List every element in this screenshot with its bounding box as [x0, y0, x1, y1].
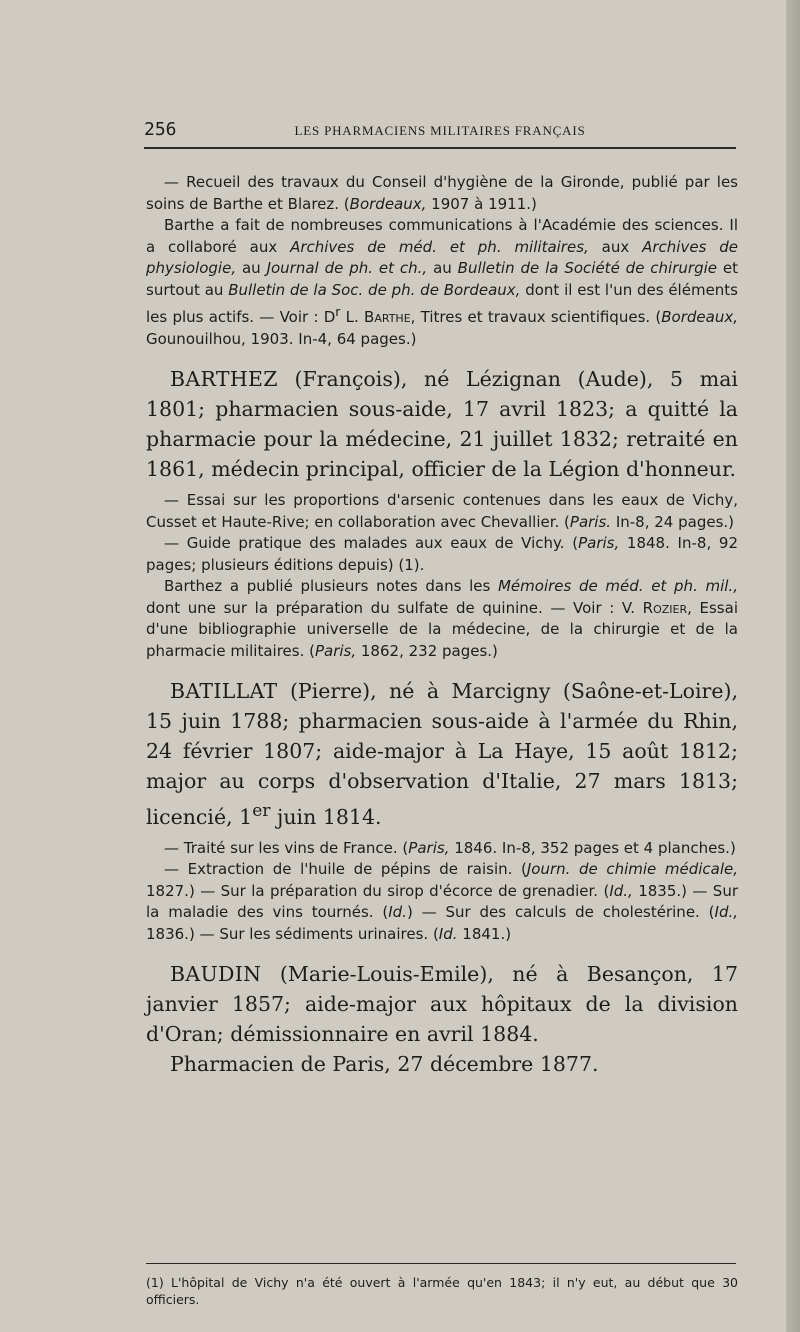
footnote-rule: [146, 1263, 736, 1264]
page-number: 256: [144, 119, 177, 140]
batillat-work-1: — Traité sur les vins de France. (Paris, 1846. In-8, 352 pages et 4 planches.): [164, 838, 736, 857]
page-edge: [786, 0, 800, 1332]
page-body: [146, 172, 738, 1079]
barthez-entry: BARTHEZ (François), né Lézignan (Aude), 5 mai 1801; pharmacien sous-aide, 17 avril 1823; a quitté la pharmacie pour la médecine, 21 juillet 1832; retraité en 1861, médecin principal, officier de la Légion d'honneur.: [146, 367, 738, 481]
baudin-entry-continued: Pharmacien de Paris, 27 décembre 1877.: [170, 1052, 599, 1077]
barthe-notes-paragraph: Barthe a fait de nombreuses communications à l'Académie des sciences. Il a collaboré aux Archives de méd. et ph. militaires, aux Archives de physiologie, au Journal de ph. et ch., au Bulletin de la Société de chirurgie et surtout au Bulletin de la Soc. de ph. de Bordeaux, dont il est l'un des éléments les plus actifs. — Voir : $D^r$ L. Barthe, Titres et travaux scientifiques. (Bordeaux, Gounouilhou, 1903. In-4, 64 pages.): [146, 216, 738, 348]
entry-name: BATILLAT: [170, 679, 278, 703]
entry-name: BARTHEZ: [170, 367, 278, 391]
batillat-work-2: — Extraction de l'huile de pépins de raisin. (Journ. de chimie médicale, 1827.) — Sur la préparation du sirop d'écorce de grenadier. (Id., 1835.) — Sur la maladie des vins tournés. (Id.) — Sur des calculs de cholestérine. (Id., 1836.) — Sur les sédiments urinaires. (Id. 1841.): [146, 860, 739, 943]
footnote: (1) L'hôpital de Vichy n'a été ouvert à l'armée qu'en 1843; il n'y eut, au début que 30 officiers.: [146, 1275, 738, 1307]
header-rule: [144, 147, 736, 149]
running-title: LES PHARMACIENS MILITAIRES FRANÇAIS: [294, 123, 586, 138]
barthez-work-1: — Essai sur les proportions d'arsenic contenues dans les eaux de Vichy, Cusset et Haute-Rive; en collaboration avec Chevallier. (Paris. In-8, 24 pages.): [146, 491, 738, 531]
barthe-work-paragraph: — Recueil des travaux du Conseil d'hygiène de la Gironde, publié par les soins de Barthe et Blarez. (Bordeaux, 1907 à 1911.): [146, 173, 738, 213]
entry-name: BAUDIN: [170, 962, 262, 987]
page-header: [144, 117, 736, 141]
baudin-entry: BAUDIN (Marie-Louis-Emile), né à Besançon, 17 janvier 1857; aide-major aux hôpitaux de la division d'Oran; démissionnaire en avril 1884.: [146, 962, 738, 1047]
barthez-notes: Barthez a publié plusieurs notes dans les Mémoires de méd. et ph. mil., dont une sur la préparation du sulfate de quinine. — Voir : V. Rozier, Essai d'une bibliographie universelle de la médecine, de la chirurgie et de la pharmacie militaires. (Paris, 1862, 232 pages.): [146, 577, 739, 660]
batillat-entry: BATILLAT (Pierre), né à Marcigny (Saône-et-Loire), 15 juin 1788; pharmacien sous-aide à l'armée du Rhin, 24 février 1807; aide-major à La Haye, 15 août 1812; major au corps d'observation d'Italie, 27 mars 1813; licencié, 1er juin 1814.: [146, 679, 738, 829]
barthez-work-2: — Guide pratique des malades aux eaux de Vichy. (Paris, 1848. In-8, 92 pages; plusieurs éditions depuis) (1).: [146, 534, 738, 574]
